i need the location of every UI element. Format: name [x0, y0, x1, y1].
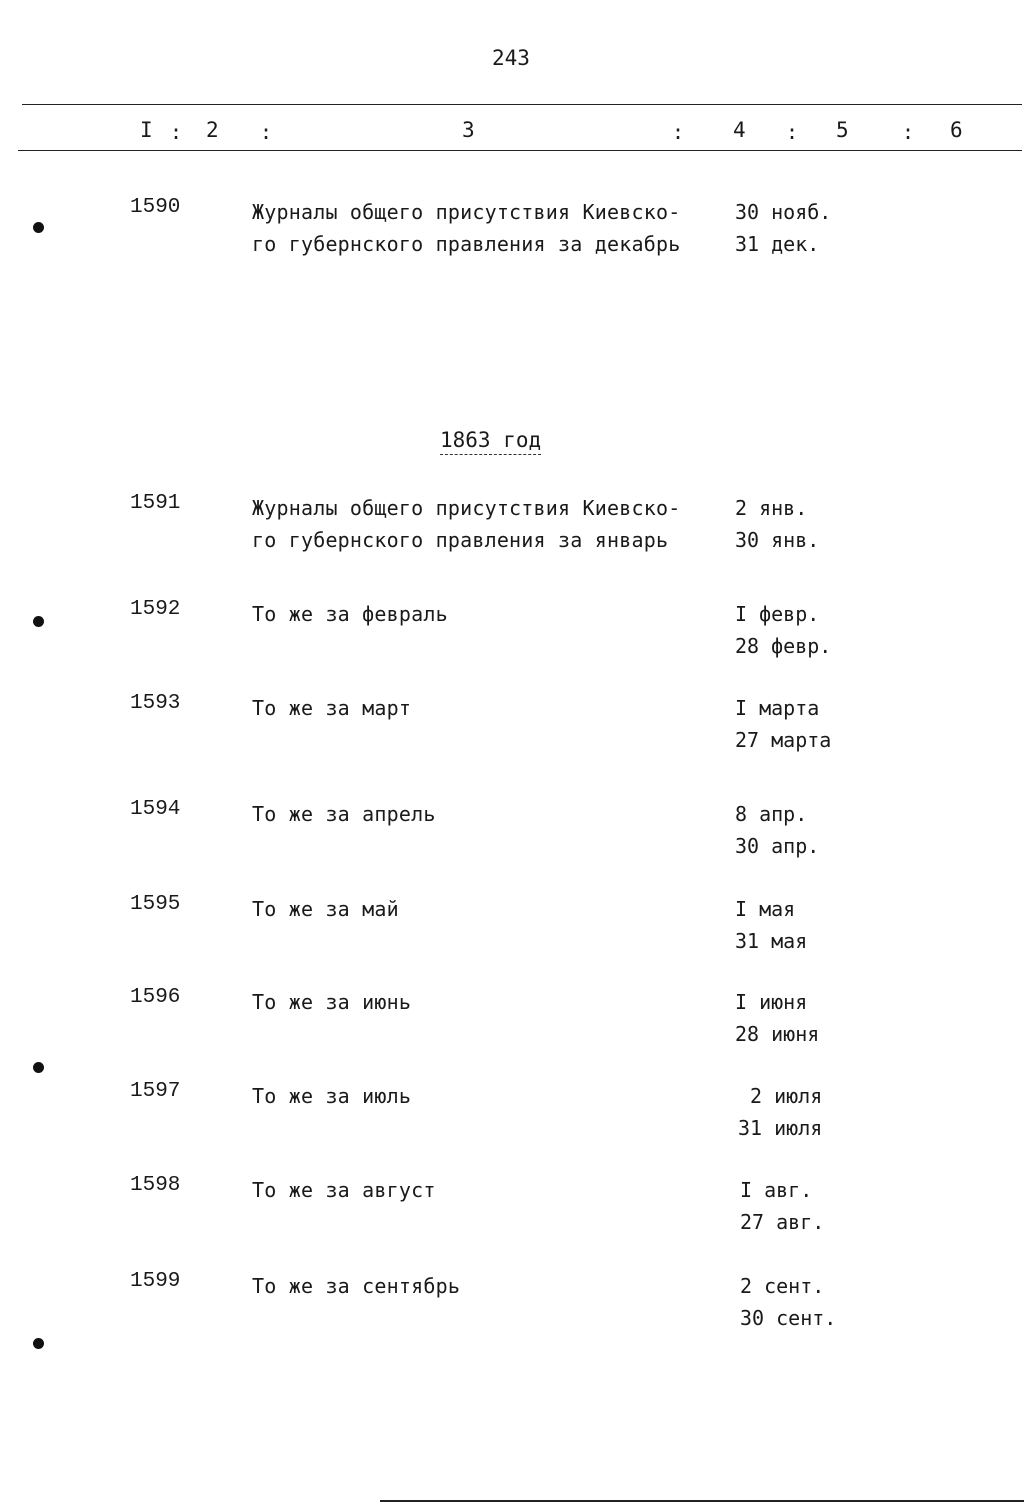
record-dates — [738, 1080, 823, 1144]
date-start: I марта — [735, 696, 820, 720]
date-start: 2 июля — [750, 1084, 823, 1108]
date-start: 2 янв. — [735, 496, 808, 520]
record-dates — [735, 492, 819, 556]
date-start: I авг. — [740, 1178, 813, 1202]
date-start: 30 нояб. — [735, 200, 832, 224]
date-end: 27 марта — [735, 728, 832, 752]
record-number: 1591 — [130, 492, 181, 515]
record-number: 1597 — [130, 1080, 181, 1103]
header-top-rule — [22, 104, 1022, 105]
record-number: 1596 — [130, 986, 181, 1009]
date-start: I февр. — [735, 602, 820, 626]
title-line: То же за июль — [252, 1084, 412, 1108]
record-title — [252, 196, 680, 260]
record-title — [252, 598, 448, 630]
record-dates — [735, 692, 831, 756]
record-title — [252, 692, 411, 724]
title-line: го губернского правления за январь — [252, 528, 669, 552]
date-start: I июня — [735, 990, 808, 1014]
binder-hole — [33, 222, 44, 233]
title-line: Журналы общего присутствия Киевско- — [252, 496, 681, 520]
record-dates — [735, 986, 819, 1050]
column-header-6: 6 — [950, 118, 963, 142]
date-start: 2 сент. — [740, 1274, 825, 1298]
record-title — [252, 986, 411, 1018]
record-number: 1595 — [130, 893, 181, 916]
record-number: 1593 — [130, 692, 181, 715]
record-title — [252, 893, 399, 925]
record-title — [252, 798, 436, 830]
record-number: 1590 — [130, 196, 181, 219]
binder-hole — [33, 1062, 44, 1073]
record-number: 1592 — [130, 598, 181, 621]
date-end: 30 апр. — [735, 834, 820, 858]
column-header-3: 3 — [462, 118, 475, 142]
binder-hole — [33, 616, 44, 627]
record-title — [252, 1080, 411, 1112]
date-end: 31 июля — [738, 1116, 823, 1140]
record-dates — [740, 1174, 824, 1238]
record-title — [252, 1270, 460, 1302]
record-dates — [735, 798, 819, 862]
record-number: 1598 — [130, 1174, 181, 1197]
date-start: 8 апр. — [735, 802, 808, 826]
date-start: I мая — [735, 897, 796, 921]
date-end: 31 дек. — [735, 232, 820, 256]
date-end: 28 июня — [735, 1022, 820, 1046]
record-dates — [735, 598, 831, 662]
record-dates — [740, 1270, 836, 1334]
header-bottom-rule — [18, 150, 1022, 151]
date-end: 30 сент. — [740, 1306, 837, 1330]
date-end: 30 янв. — [735, 528, 820, 552]
column-header-1: I — [140, 118, 153, 142]
record-title — [252, 1174, 436, 1206]
title-line: То же за апрель — [252, 802, 436, 826]
record-number: 1594 — [130, 798, 181, 821]
column-header-2: 2 — [206, 118, 219, 142]
title-line: То же за май — [252, 897, 399, 921]
page-bottom-rule — [380, 1500, 1024, 1502]
binder-hole — [33, 1338, 44, 1349]
title-line: То же за сентябрь — [252, 1274, 461, 1298]
column-header-4: 4 — [733, 118, 746, 142]
column-separator: : — [786, 120, 799, 144]
column-separator: : — [672, 120, 685, 144]
title-line: То же за февраль — [252, 602, 448, 626]
record-dates — [735, 893, 807, 957]
title-line: То же за март — [252, 696, 412, 720]
date-end: 31 мая — [735, 929, 808, 953]
record-title — [252, 492, 680, 556]
date-end: 27 авг. — [740, 1210, 825, 1234]
title-line: Журналы общего присутствия Киевско- — [252, 200, 681, 224]
title-line: го губернского правления за декабрь — [252, 232, 681, 256]
record-number: 1599 — [130, 1270, 181, 1293]
year-heading: 1863 год — [440, 428, 541, 455]
record-dates — [735, 196, 831, 260]
column-header-5: 5 — [836, 118, 849, 142]
column-separator: : — [902, 120, 915, 144]
page-number: 243 — [492, 46, 530, 70]
title-line: То же за август — [252, 1178, 436, 1202]
date-end: 28 февр. — [735, 634, 832, 658]
title-line: То же за июнь — [252, 990, 412, 1014]
column-separator: : — [260, 120, 273, 144]
column-separator: : — [170, 120, 183, 144]
